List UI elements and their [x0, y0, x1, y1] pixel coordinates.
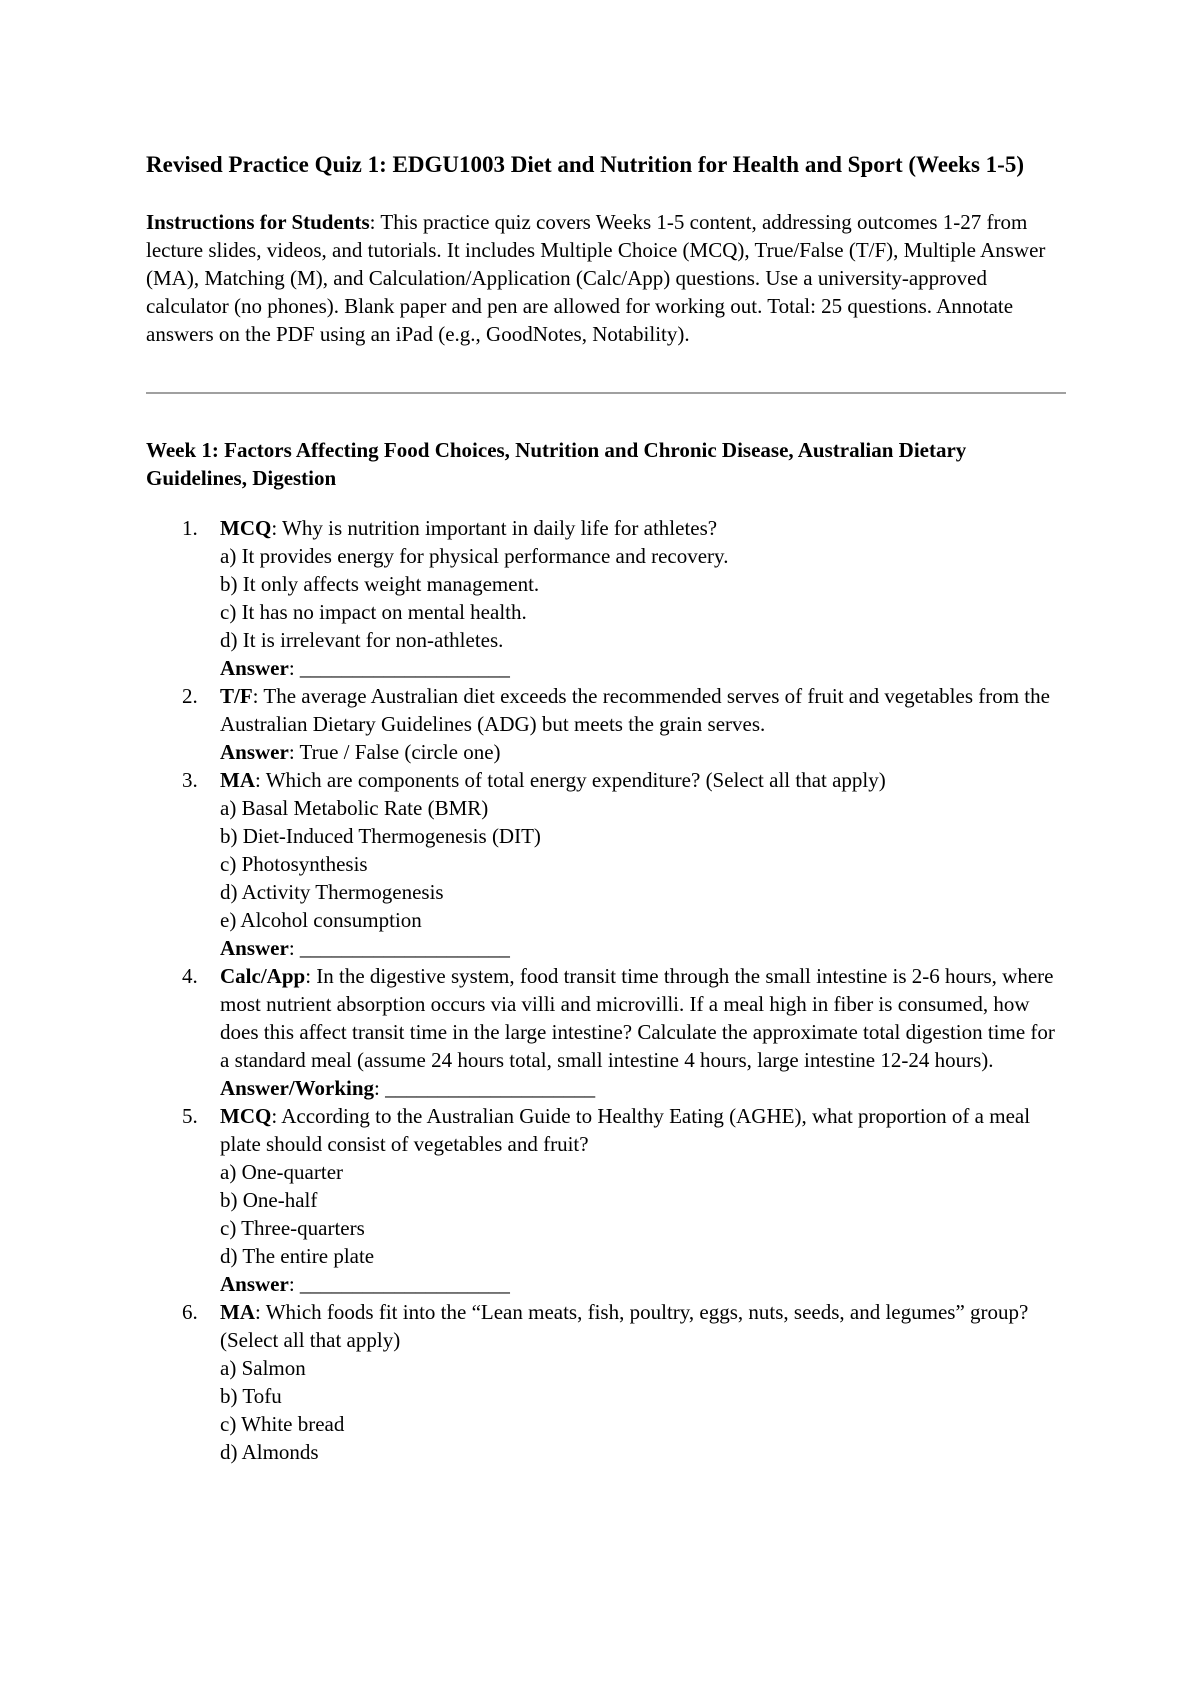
answer-line	[220, 934, 1066, 962]
answer-option: a) Basal Metabolic Rate (BMR)	[220, 796, 489, 820]
question-number: 3.	[182, 768, 198, 792]
question-number: 6.	[182, 1300, 198, 1324]
answer-label: Answer	[220, 656, 289, 680]
answer-label: Answer	[220, 740, 289, 764]
answer-option: d) The entire plate	[220, 1244, 375, 1268]
question-type: MA	[220, 768, 255, 792]
answer-label: Answer	[220, 1272, 289, 1296]
answer-line	[220, 654, 1066, 682]
question-type: MCQ	[220, 516, 272, 540]
question-item	[146, 1102, 1066, 1298]
answer-option: d) Activity Thermogenesis	[220, 880, 444, 904]
answer-option: a) One-quarter	[220, 1160, 344, 1184]
answer-line	[220, 1270, 1066, 1298]
question-type: MA	[220, 1300, 255, 1324]
instructions-paragraph	[146, 208, 1066, 348]
answer-option: e) Alcohol consumption	[220, 908, 422, 932]
question-text: : In the digestive system, food transit time through the small intestine is 2-6 hours, where most nutrient absorption occurs via villi and microvilli. If a meal high in fiber is consumed, how does this affect transit time in the large intestine? Calculate the approximate total digestion time for a standard meal (assume 24 hours total, small intestine 4 hours, large intestine 12-24 hours).	[220, 964, 1055, 1072]
question-text: : Which are components of total energy expenditure? (Select all that apply)	[255, 768, 886, 792]
answer-option: c) Three-quarters	[220, 1216, 365, 1240]
answer-blank: : True / False (circle one)	[288, 740, 501, 764]
question-item	[146, 962, 1066, 1102]
question-text: : Which foods fit into the “Lean meats, fish, poultry, eggs, nuts, seeds, and legumes” group? (Select all that apply)	[220, 1300, 1029, 1352]
instructions-label: Instructions for Students	[146, 210, 370, 234]
answer-blank: : ____________________	[288, 936, 510, 960]
answer-option: b) It only affects weight management.	[220, 572, 540, 596]
answer-option: b) One-half	[220, 1188, 318, 1212]
question-number: 4.	[182, 964, 198, 988]
answer-option: a) Salmon	[220, 1356, 306, 1380]
answer-blank: : ____________________	[288, 656, 510, 680]
answer-label: Answer/Working	[220, 1076, 375, 1100]
answer-option: c) It has no impact on mental health.	[220, 600, 527, 624]
question-type: Calc/App	[220, 964, 306, 988]
answer-option: b) Diet-Induced Thermogenesis (DIT)	[220, 824, 541, 848]
answer-option: c) Photosynthesis	[220, 852, 368, 876]
question-text: : The average Australian diet exceeds the recommended serves of fruit and vegetables from the Australian Dietary Guidelines (ADG) but meets the grain serves.	[220, 684, 1050, 736]
answer-option: c) White bread	[220, 1412, 345, 1436]
question-item	[146, 514, 1066, 682]
question-number: 5.	[182, 1104, 198, 1128]
answer-option: b) Tofu	[220, 1384, 282, 1408]
answer-blank: : ____________________	[374, 1076, 596, 1100]
answer-blank: : ____________________	[288, 1272, 510, 1296]
answer-line	[220, 1074, 1066, 1102]
answer-label: Answer	[220, 936, 289, 960]
question-type: T/F	[220, 684, 253, 708]
question-number: 1.	[182, 516, 198, 540]
question-list	[146, 514, 1066, 1466]
question-text: : According to the Australian Guide to Healthy Eating (AGHE), what proportion of a meal plate should consist of vegetables and fruit?	[220, 1104, 1031, 1156]
question-number: 2.	[182, 684, 198, 708]
document-page	[146, 150, 1066, 1466]
answer-option: d) It is irrelevant for non-athletes.	[220, 628, 504, 652]
question-item	[146, 682, 1066, 766]
question-item	[146, 1298, 1066, 1466]
instructions-text: : This practice quiz covers Weeks 1-5 content, addressing outcomes 1-27 from lecture slides, videos, and tutorials. It includes Multiple Choice (MCQ), True/False (T/F), Multiple Answer (MA), Matching (M), and Calculation/Application (Calc/App) questions. Use a university-approved calculator (no phones). Blank paper and pen are allowed for working out. Total: 25 questions. Annotate answers on the PDF using an iPad (e.g., GoodNotes, Notability).	[146, 210, 1046, 346]
horizontal-divider	[146, 392, 1066, 394]
answer-option: a) It provides energy for physical performance and recovery.	[220, 544, 729, 568]
question-text: : Why is nutrition important in daily life for athletes?	[271, 516, 718, 540]
question-item	[146, 766, 1066, 962]
week-heading: Week 1: Factors Affecting Food Choices, Nutrition and Chronic Disease, Australian Dietary Guidelines, Digestion	[146, 438, 967, 490]
answer-line	[220, 738, 1066, 766]
question-type: MCQ	[220, 1104, 272, 1128]
answer-option: d) Almonds	[220, 1440, 319, 1464]
page-title: Revised Practice Quiz 1: EDGU1003 Diet and Nutrition for Health and Sport (Weeks 1-5)	[146, 152, 1024, 177]
